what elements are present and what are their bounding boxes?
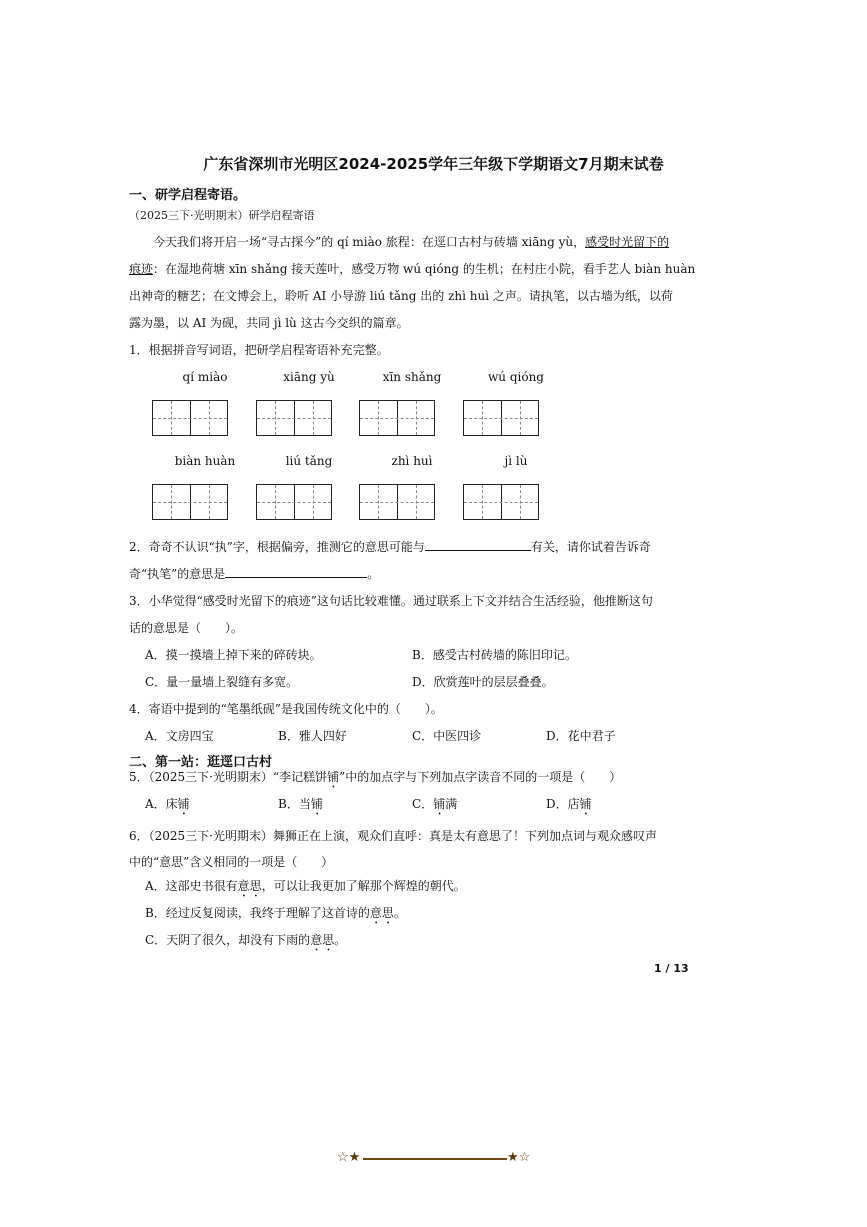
option-c[interactable]: C．量一量墙上裂缝有多宽。 [145, 675, 299, 689]
question-6-line-2: 中的“意思”含义相同的一项是（ ） [129, 855, 334, 869]
answer-blank[interactable] [425, 538, 531, 551]
question-6-line-1: 6．（2025三下·光明期末）舞狮正在上演，观众们直呼：真是太有意思了！下列加点词与观众感叹声 [129, 829, 657, 843]
question-4-prompt: 4．寄语中提到的“笔墨纸砚”是我国传统文化中的（ ）。 [129, 702, 443, 716]
pinyin-label: xīn shǎng [382, 370, 442, 384]
passage-line-1: 今天我们将开启一场“寻古探今”的 qí miào 旅程：在逕口古村与砖墙 xiāng yù，感受时光留下的 [153, 235, 670, 249]
star-icon: ★☆ [507, 1150, 531, 1165]
question-3-line-2: 话的意思是（ ）。 [129, 621, 244, 635]
question-2-line-2: 奇“执笔”的意思是 。 [129, 567, 380, 581]
pinyin-label: jì lù [504, 454, 528, 468]
section-2-heading: 二、第一站：逛逕口古村 [129, 755, 273, 770]
underlined-phrase-end: 痕迹 [129, 262, 154, 276]
writing-grid[interactable] [256, 484, 332, 520]
option-b[interactable]: B．感受古村砖墙的陈旧印记。 [412, 648, 577, 662]
option-c[interactable]: C．铺满 [412, 797, 458, 811]
option-d[interactable]: D．花中君子 [546, 729, 616, 743]
option-a[interactable]: A．这部史书很有意思，可以让我更加了解那个辉煌的朝代。 [145, 879, 466, 893]
underlined-phrase: 感受时光留下的 [585, 235, 670, 249]
option-a[interactable]: A．摸一摸墙上掉下来的碎砖块。 [145, 648, 322, 662]
option-a[interactable]: A．床铺 [145, 797, 190, 811]
pinyin-label: liú tǎng [285, 454, 333, 468]
star-icon: ☆★ [337, 1150, 361, 1165]
page-number: 1 / 13 [654, 962, 689, 975]
question-3-line-1: 3．小华觉得“感受时光留下的痕迹”这句话比较难懂。通过联系上下文并结合生活经验，他推断这句 [129, 594, 653, 608]
option-d[interactable]: D．欣赏莲叶的层层叠叠。 [412, 675, 554, 689]
writing-grid[interactable] [359, 484, 435, 520]
option-b[interactable]: B．雅人四好 [278, 729, 347, 743]
writing-grid[interactable] [463, 400, 539, 436]
question-5-prompt: 5．（2025三下·光明期末）“李记糕饼铺”中的加点字与下列加点字读音不同的一项是（ ） [129, 770, 622, 784]
pinyin-label: qí miào [182, 370, 228, 384]
question-1-prompt: 1．根据拼音写词语，把研学启程寄语补充完整。 [129, 343, 389, 357]
question-2-line-1: 2．奇奇不认识“执”字，根据偏旁，推测它的意思可能与 有关，请你试着告诉奇 [129, 540, 651, 554]
pinyin-label: wú qióng [488, 370, 544, 384]
divider [363, 1158, 507, 1160]
pinyin-label: xiāng yù [283, 370, 335, 384]
passage-line-4: 露为墨，以 AI 为砚，共同 jì lù 这古今交织的篇章。 [129, 316, 409, 330]
writing-grid[interactable] [359, 400, 435, 436]
writing-grid[interactable] [152, 400, 228, 436]
section-1-heading: 一、研学启程寄语。 [129, 188, 247, 203]
writing-grid[interactable] [152, 484, 228, 520]
passage-source: （2025三下·光明期末）研学启程寄语 [129, 209, 315, 222]
passage-line-2: 痕迹：在湿地荷塘 xīn shǎng 接天莲叶，感受万物 wú qióng 的生机；在村庄小院，看手艺人 biàn huàn [129, 262, 696, 276]
footer-ornament [337, 1150, 533, 1166]
option-d[interactable]: D．店铺 [546, 797, 592, 811]
writing-grid[interactable] [463, 484, 539, 520]
option-c[interactable]: C．中医四诊 [412, 729, 482, 743]
writing-grid[interactable] [256, 400, 332, 436]
option-c[interactable]: C．天阴了很久，却没有下雨的意思。 [145, 933, 347, 947]
answer-blank[interactable] [225, 565, 367, 578]
page-title: 广东省深圳市光明区2024-2025学年三年级下学期语文7月期末试卷 [203, 155, 664, 173]
passage-line-3: 出神奇的糖艺；在文博会上，聆听 AI 小导游 liú tǎng 出的 zhì huì 之声。请执笔，以古墙为纸，以荷 [129, 289, 673, 303]
pinyin-label: biàn huàn [174, 454, 236, 468]
option-a[interactable]: A．文房四宝 [145, 729, 214, 743]
option-b[interactable]: B．经过反复阅读，我终于理解了这首诗的意思。 [145, 906, 406, 920]
pinyin-label: zhì huì [391, 454, 433, 468]
option-b[interactable]: B．当铺 [278, 797, 323, 811]
